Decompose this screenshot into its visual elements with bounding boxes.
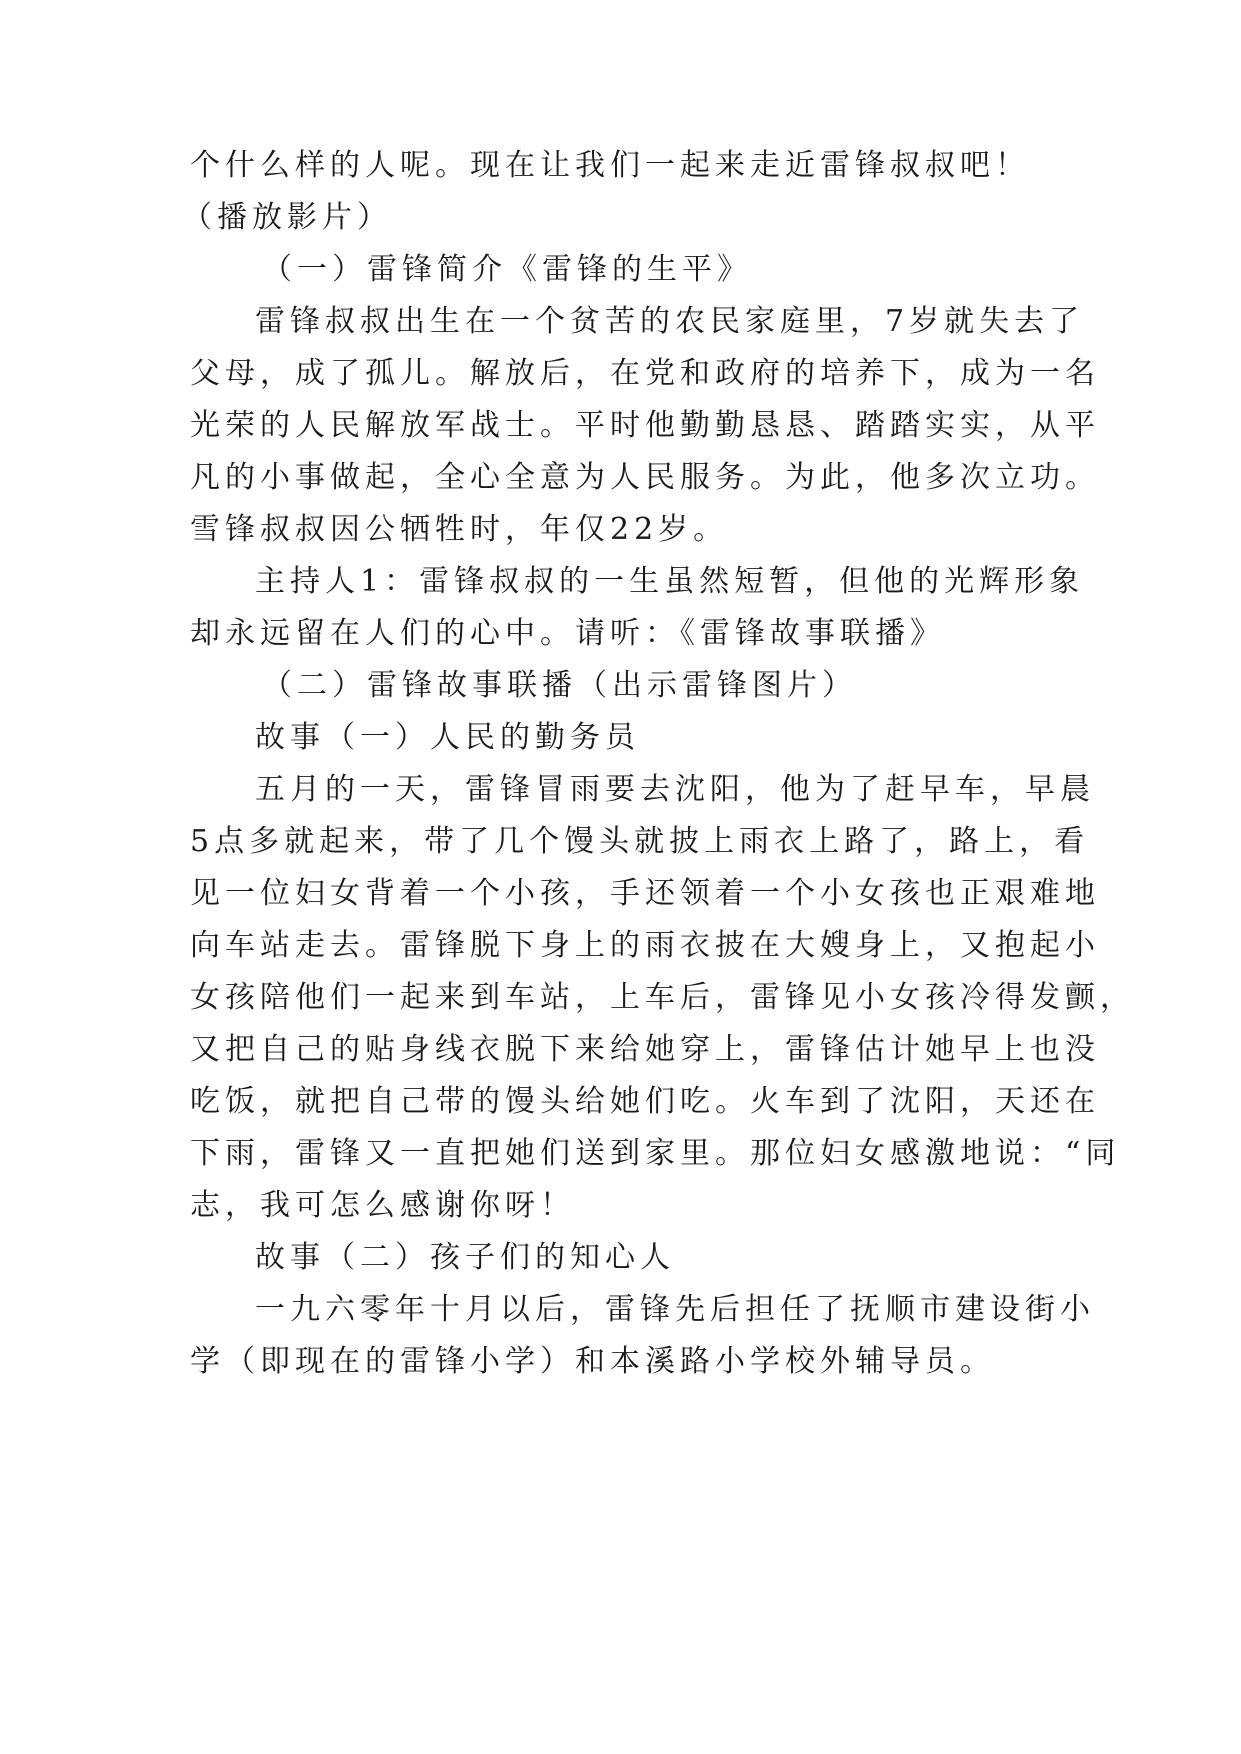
text-line-24: 学（即现在的雷锋小学）和本溪路小学校外辅导员。 bbox=[190, 1344, 995, 1379]
text-line-20: 下雨，雷锋又一直把她们送到家里。那位妇女感激地说：“同 bbox=[190, 1136, 1121, 1171]
text-line-18: 又把自己的贴身线衣脱下来给她穿上，雷锋估计她早上也没 bbox=[190, 1032, 1100, 1067]
text-line-15: 见一位妇女背着一个小孩，手还领着一个小女孩也正艰难地 bbox=[190, 876, 1100, 911]
text-line-19: 吃饭，就把自己带的馒头给她们吃。火车到了沈阳，天还在 bbox=[190, 1084, 1100, 1119]
section-heading-2: （二）雷锋故事联播（出示雷锋图片） bbox=[262, 668, 857, 703]
text-line-13: 五月的一天，雷锋冒雨要去沈阳，他为了赶早车，早晨 bbox=[255, 772, 1095, 807]
text-line-21: 志，我可怎么感谢你呀！ bbox=[190, 1188, 575, 1223]
section-heading-1: （一）雷锋简介《雷锋的生平》 bbox=[262, 252, 752, 287]
text-line-16: 向车站走去。雷锋脱下身上的雨衣披在大嫂身上，又抱起小 bbox=[190, 928, 1100, 963]
text-line-14: 5点多就起来，带了几个馒头就披上雨衣上路了，路上，看 bbox=[190, 824, 1090, 859]
text-line-17: 女孩陪他们一起来到车站，上车后，雷锋见小女孩冷得发颤， bbox=[190, 980, 1135, 1015]
text-line-1: 个什么样的人呢。现在让我们一起来走近雷锋叔叔吧！ bbox=[190, 148, 1030, 183]
text-line-2: （播放影片） bbox=[182, 200, 392, 235]
story-heading-1: 故事（一）人民的勤务员 bbox=[255, 720, 640, 755]
text-line-10: 却永远留在人们的心中。请听：《雷锋故事联播》 bbox=[190, 616, 945, 651]
text-line-6: 光荣的人民解放军战士。平时他勤勤恳恳、踏踏实实，从平 bbox=[190, 408, 1100, 443]
text-line-8: 雪锋叔叔因公牺牲时，年仅22岁。 bbox=[190, 512, 729, 547]
text-line-5: 父母，成了孤儿。解放后，在党和政府的培养下，成为一名 bbox=[190, 356, 1100, 391]
story-heading-2: 故事（二）孩子们的知心人 bbox=[255, 1240, 675, 1275]
text-line-9: 主持人1：雷锋叔叔的一生虽然短暂，但他的光辉形象 bbox=[255, 564, 1085, 599]
text-line-7: 凡的小事做起，全心全意为人民服务。为此，他多次立功。 bbox=[190, 460, 1100, 495]
text-line-23: 一九六零年十月以后，雷锋先后担任了抚顺市建设街小 bbox=[255, 1292, 1095, 1327]
text-line-4: 雷锋叔叔出生在一个贫苦的农民家庭里，7岁就失去了 bbox=[255, 304, 1085, 339]
